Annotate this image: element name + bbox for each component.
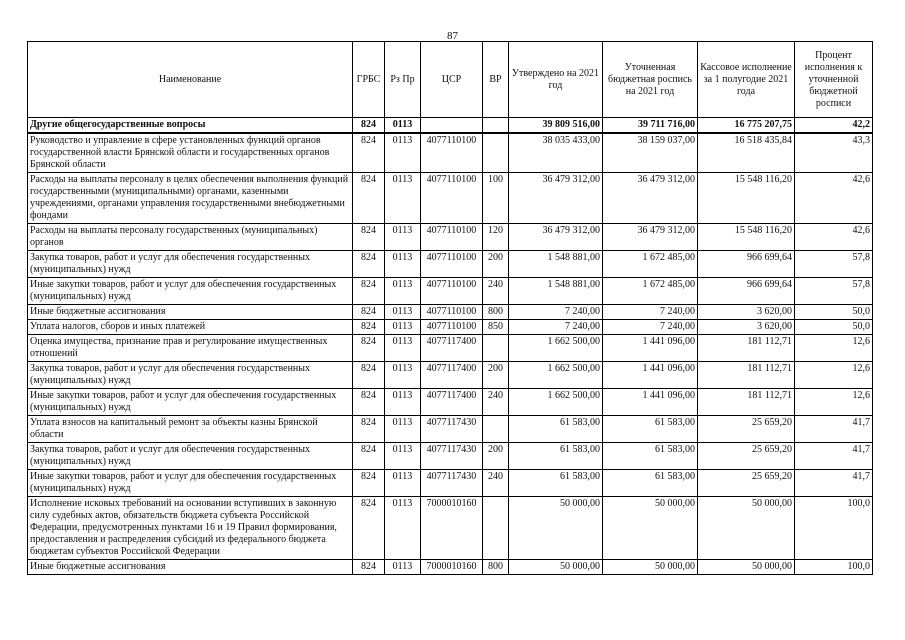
cell-rzpr: 0113 bbox=[385, 133, 421, 173]
cell-cash: 25 659,20 bbox=[698, 470, 795, 497]
cell-grbs: 824 bbox=[353, 173, 385, 224]
cell-percent: 42,2 bbox=[795, 118, 873, 134]
cell-approved: 61 583,00 bbox=[509, 470, 603, 497]
cell-csr: 4077110100 bbox=[421, 278, 483, 305]
cell-name: Расходы на выплаты персоналу государственных (муниципальных) органов bbox=[28, 224, 353, 251]
cell-vr: 200 bbox=[483, 362, 509, 389]
cell-grbs: 824 bbox=[353, 470, 385, 497]
cell-percent: 42,6 bbox=[795, 173, 873, 224]
cell-cash: 181 112,71 bbox=[698, 335, 795, 362]
cell-grbs: 824 bbox=[353, 362, 385, 389]
cell-approved: 1 662 500,00 bbox=[509, 335, 603, 362]
cell-refined: 36 479 312,00 bbox=[603, 224, 698, 251]
table-row bbox=[28, 416, 873, 443]
cell-refined: 7 240,00 bbox=[603, 320, 698, 335]
cell-vr: 200 bbox=[483, 251, 509, 278]
cell-grbs: 824 bbox=[353, 320, 385, 335]
table-row bbox=[28, 173, 873, 224]
cell-csr: 4077117400 bbox=[421, 362, 483, 389]
cell-name: Закупка товаров, работ и услуг для обеспечения государственных (муниципальных) нужд bbox=[28, 443, 353, 470]
cell-vr: 850 bbox=[483, 320, 509, 335]
cell-refined: 7 240,00 bbox=[603, 305, 698, 320]
header-csr: ЦСР bbox=[421, 42, 483, 118]
cell-vr bbox=[483, 416, 509, 443]
cell-vr: 200 bbox=[483, 443, 509, 470]
cell-grbs: 824 bbox=[353, 251, 385, 278]
cell-approved: 36 479 312,00 bbox=[509, 224, 603, 251]
cell-refined: 50 000,00 bbox=[603, 560, 698, 575]
cell-cash: 15 548 116,20 bbox=[698, 224, 795, 251]
cell-csr: 4077117400 bbox=[421, 389, 483, 416]
cell-csr: 4077110100 bbox=[421, 320, 483, 335]
cell-csr: 4077117400 bbox=[421, 335, 483, 362]
cell-rzpr: 0113 bbox=[385, 497, 421, 560]
cell-name: Иные закупки товаров, работ и услуг для обеспечения государственных (муниципальных) нужд bbox=[28, 278, 353, 305]
cell-csr: 4077117430 bbox=[421, 470, 483, 497]
cell-csr: 4077110100 bbox=[421, 133, 483, 173]
cell-percent: 41,7 bbox=[795, 470, 873, 497]
table-row bbox=[28, 362, 873, 389]
cell-name: Закупка товаров, работ и услуг для обеспечения государственных (муниципальных) нужд bbox=[28, 362, 353, 389]
cell-name: Расходы на выплаты персоналу в целях обеспечения выполнения функций государственными (муниципальными) органами, казенными учреждениями, органами управления государственными внебюджетными фондами bbox=[28, 173, 353, 224]
cell-rzpr: 0113 bbox=[385, 416, 421, 443]
cell-refined: 36 479 312,00 bbox=[603, 173, 698, 224]
cell-cash: 3 620,00 bbox=[698, 305, 795, 320]
cell-name: Оценка имущества, признание прав и регулирование имущественных отношений bbox=[28, 335, 353, 362]
cell-refined: 50 000,00 bbox=[603, 497, 698, 560]
budget-table bbox=[27, 41, 873, 575]
table-row bbox=[28, 305, 873, 320]
cell-csr: 4077117430 bbox=[421, 443, 483, 470]
cell-grbs: 824 bbox=[353, 560, 385, 575]
header-name: Наименование bbox=[28, 42, 353, 118]
cell-vr bbox=[483, 335, 509, 362]
cell-rzpr: 0113 bbox=[385, 470, 421, 497]
table-row bbox=[28, 224, 873, 251]
cell-refined: 39 711 716,00 bbox=[603, 118, 698, 134]
cell-approved: 61 583,00 bbox=[509, 416, 603, 443]
cell-name: Иные закупки товаров, работ и услуг для обеспечения государственных (муниципальных) нужд bbox=[28, 470, 353, 497]
cell-vr: 240 bbox=[483, 470, 509, 497]
cell-refined: 1 672 485,00 bbox=[603, 251, 698, 278]
cell-grbs: 824 bbox=[353, 335, 385, 362]
cell-approved: 1 662 500,00 bbox=[509, 362, 603, 389]
cell-rzpr: 0113 bbox=[385, 224, 421, 251]
cell-approved: 50 000,00 bbox=[509, 497, 603, 560]
cell-cash: 25 659,20 bbox=[698, 416, 795, 443]
cell-vr: 800 bbox=[483, 305, 509, 320]
cell-cash: 15 548 116,20 bbox=[698, 173, 795, 224]
table-row bbox=[28, 251, 873, 278]
cell-vr: 800 bbox=[483, 560, 509, 575]
cell-approved: 1 548 881,00 bbox=[509, 278, 603, 305]
cell-vr: 100 bbox=[483, 173, 509, 224]
cell-refined: 61 583,00 bbox=[603, 416, 698, 443]
cell-percent: 41,7 bbox=[795, 416, 873, 443]
cell-vr bbox=[483, 118, 509, 134]
cell-percent: 57,8 bbox=[795, 251, 873, 278]
cell-cash: 25 659,20 bbox=[698, 443, 795, 470]
header-percent: Процент исполнения к уточненной бюджетной росписи bbox=[795, 42, 873, 118]
table-row bbox=[28, 497, 873, 560]
cell-vr bbox=[483, 497, 509, 560]
cell-name: Иные бюджетные ассигнования bbox=[28, 560, 353, 575]
cell-refined: 38 159 037,00 bbox=[603, 133, 698, 173]
cell-approved: 50 000,00 bbox=[509, 560, 603, 575]
cell-grbs: 824 bbox=[353, 118, 385, 134]
table-row bbox=[28, 118, 873, 134]
cell-cash: 50 000,00 bbox=[698, 497, 795, 560]
cell-percent: 12,6 bbox=[795, 335, 873, 362]
cell-csr: 7000010160 bbox=[421, 560, 483, 575]
cell-approved: 7 240,00 bbox=[509, 305, 603, 320]
cell-percent: 57,8 bbox=[795, 278, 873, 305]
cell-refined: 1 441 096,00 bbox=[603, 362, 698, 389]
cell-csr: 4077110100 bbox=[421, 251, 483, 278]
header-approved: Утверждено на 2021 год bbox=[509, 42, 603, 118]
cell-cash: 181 112,71 bbox=[698, 362, 795, 389]
cell-rzpr: 0113 bbox=[385, 335, 421, 362]
cell-approved: 38 035 433,00 bbox=[509, 133, 603, 173]
cell-rzpr: 0113 bbox=[385, 362, 421, 389]
cell-csr: 4077117430 bbox=[421, 416, 483, 443]
cell-name: Уплата налогов, сборов и иных платежей bbox=[28, 320, 353, 335]
table-row bbox=[28, 389, 873, 416]
cell-grbs: 824 bbox=[353, 305, 385, 320]
cell-name: Исполнение исковых требований на основании вступивших в законную силу судебных актов, обязательств бюджета субъекта Российской Федерации, предусмотренных пунктами 16 и 19 Правил формирования, предоставления и распределения субсидий из федерального бюджета бюджетам субъектов Российской Федерации bbox=[28, 497, 353, 560]
header-rzpr: Рз Пр bbox=[385, 42, 421, 118]
cell-percent: 42,6 bbox=[795, 224, 873, 251]
table-header bbox=[28, 42, 873, 118]
cell-percent: 100,0 bbox=[795, 497, 873, 560]
cell-approved: 61 583,00 bbox=[509, 443, 603, 470]
cell-approved: 36 479 312,00 bbox=[509, 173, 603, 224]
table-row bbox=[28, 133, 873, 173]
cell-vr: 240 bbox=[483, 278, 509, 305]
cell-grbs: 824 bbox=[353, 389, 385, 416]
cell-cash: 181 112,71 bbox=[698, 389, 795, 416]
cell-grbs: 824 bbox=[353, 133, 385, 173]
cell-refined: 1 672 485,00 bbox=[603, 278, 698, 305]
cell-percent: 100,0 bbox=[795, 560, 873, 575]
cell-refined: 1 441 096,00 bbox=[603, 389, 698, 416]
cell-cash: 16 518 435,84 bbox=[698, 133, 795, 173]
cell-refined: 61 583,00 bbox=[603, 470, 698, 497]
cell-approved: 7 240,00 bbox=[509, 320, 603, 335]
cell-percent: 12,6 bbox=[795, 362, 873, 389]
cell-csr bbox=[421, 118, 483, 134]
cell-cash: 16 775 207,75 bbox=[698, 118, 795, 134]
page-number: 87 bbox=[447, 30, 458, 42]
cell-grbs: 824 bbox=[353, 224, 385, 251]
header-cash: Кассовое исполнение за 1 полугодие 2021 года bbox=[698, 42, 795, 118]
table-row bbox=[28, 320, 873, 335]
cell-csr: 4077110100 bbox=[421, 224, 483, 251]
cell-vr bbox=[483, 133, 509, 173]
cell-grbs: 824 bbox=[353, 416, 385, 443]
cell-percent: 43,3 bbox=[795, 133, 873, 173]
cell-rzpr: 0113 bbox=[385, 278, 421, 305]
cell-percent: 50,0 bbox=[795, 320, 873, 335]
cell-name: Руководство и управление в сфере установленных функций органов государственной власти Брянской области и государственных органов Брянской области bbox=[28, 133, 353, 173]
cell-grbs: 824 bbox=[353, 443, 385, 470]
cell-cash: 50 000,00 bbox=[698, 560, 795, 575]
table-row bbox=[28, 470, 873, 497]
cell-rzpr: 0113 bbox=[385, 251, 421, 278]
cell-vr: 240 bbox=[483, 389, 509, 416]
cell-rzpr: 0113 bbox=[385, 443, 421, 470]
cell-approved: 39 809 516,00 bbox=[509, 118, 603, 134]
cell-name: Иные закупки товаров, работ и услуг для обеспечения государственных (муниципальных) нужд bbox=[28, 389, 353, 416]
cell-rzpr: 0113 bbox=[385, 560, 421, 575]
cell-csr: 4077110100 bbox=[421, 305, 483, 320]
cell-grbs: 824 bbox=[353, 278, 385, 305]
cell-percent: 12,6 bbox=[795, 389, 873, 416]
table-row bbox=[28, 335, 873, 362]
cell-approved: 1 548 881,00 bbox=[509, 251, 603, 278]
cell-csr: 4077110100 bbox=[421, 173, 483, 224]
cell-percent: 41,7 bbox=[795, 443, 873, 470]
cell-csr: 7000010160 bbox=[421, 497, 483, 560]
table-row bbox=[28, 560, 873, 575]
cell-rzpr: 0113 bbox=[385, 118, 421, 134]
cell-percent: 50,0 bbox=[795, 305, 873, 320]
cell-cash: 966 699,64 bbox=[698, 251, 795, 278]
cell-rzpr: 0113 bbox=[385, 320, 421, 335]
cell-refined: 1 441 096,00 bbox=[603, 335, 698, 362]
cell-cash: 966 699,64 bbox=[698, 278, 795, 305]
table-body bbox=[28, 118, 873, 575]
cell-name: Закупка товаров, работ и услуг для обеспечения государственных (муниципальных) нужд bbox=[28, 251, 353, 278]
cell-cash: 3 620,00 bbox=[698, 320, 795, 335]
cell-vr: 120 bbox=[483, 224, 509, 251]
header-refined: Уточненная бюджетная роспись на 2021 год bbox=[603, 42, 698, 118]
header-grbs: ГРБС bbox=[353, 42, 385, 118]
table-row bbox=[28, 278, 873, 305]
cell-grbs: 824 bbox=[353, 497, 385, 560]
cell-name: Другие общегосударственные вопросы bbox=[28, 118, 353, 134]
cell-refined: 61 583,00 bbox=[603, 443, 698, 470]
cell-name: Уплата взносов на капитальный ремонт за объекты казны Брянской области bbox=[28, 416, 353, 443]
cell-name: Иные бюджетные ассигнования bbox=[28, 305, 353, 320]
cell-approved: 1 662 500,00 bbox=[509, 389, 603, 416]
header-vr: ВР bbox=[483, 42, 509, 118]
cell-rzpr: 0113 bbox=[385, 173, 421, 224]
cell-rzpr: 0113 bbox=[385, 389, 421, 416]
cell-rzpr: 0113 bbox=[385, 305, 421, 320]
table-row bbox=[28, 443, 873, 470]
